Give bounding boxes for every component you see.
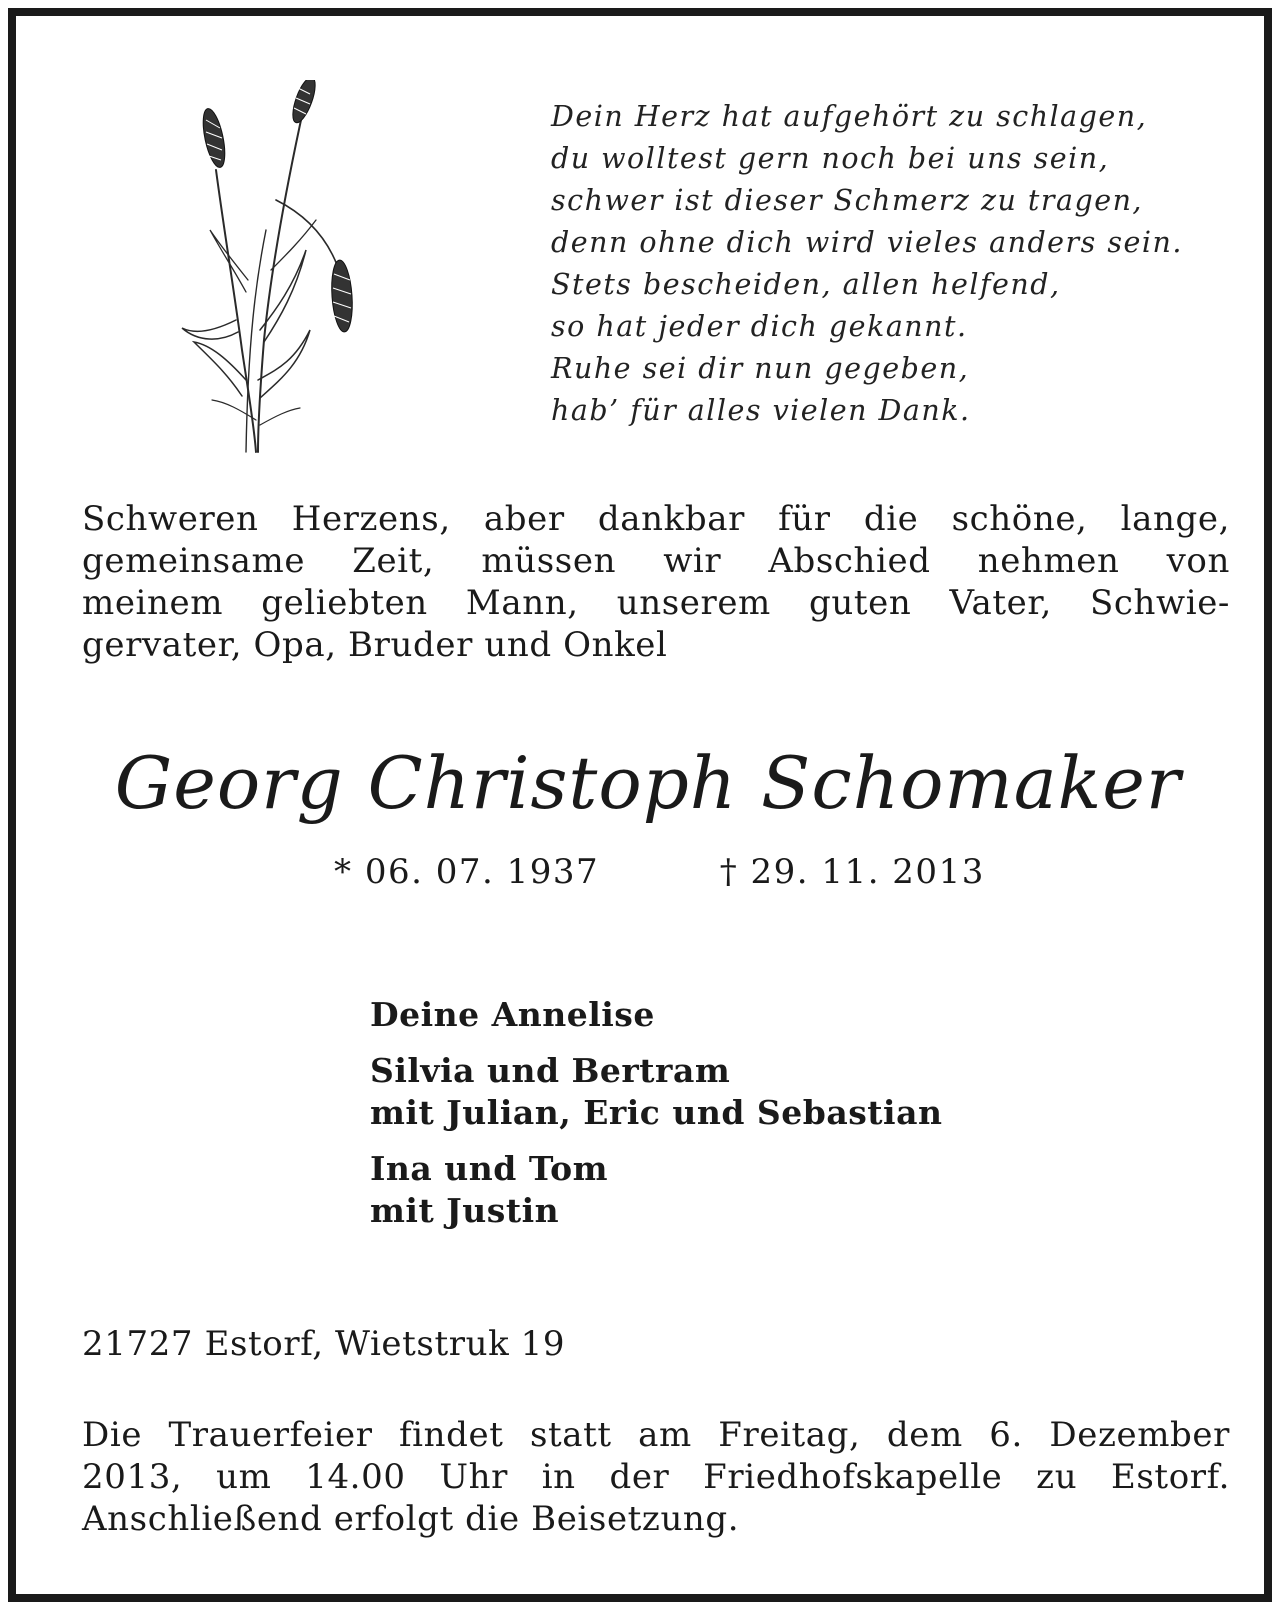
intro-line: gemeinsame Zeit, müssen wir Abschied nehmen von: [82, 541, 1230, 581]
poem-line: du wolltest gern noch bei uns sein,: [551, 142, 1110, 175]
address: 21727 Estorf, Wietstruk 19: [82, 1324, 566, 1364]
death-symbol: †: [719, 852, 739, 892]
birth-date: 06. 07. 1937: [364, 852, 600, 892]
poem-line: schwer ist dieser Schmerz zu tragen,: [551, 184, 1143, 217]
family-line: mit Julian, Eric und Sebastian: [370, 1093, 943, 1132]
family-line: mit Justin: [370, 1191, 560, 1230]
poem-line: Dein Herz hat aufgehört zu schlagen,: [551, 100, 1148, 133]
family-line: Ina und Tom: [370, 1149, 609, 1188]
family-group: [370, 1050, 942, 1134]
obituary-frame: [8, 8, 1272, 1602]
poem: [551, 96, 1251, 432]
funeral-line: Anschließend erfolgt die Beisetzung.: [82, 1499, 740, 1539]
intro-line: gervater, Opa, Bruder und Onkel: [82, 625, 668, 665]
poem-line: Ruhe sei dir nun gegeben,: [551, 352, 970, 385]
funeral-notice: [82, 1414, 1230, 1540]
poem-line: Stets bescheiden, allen helfend,: [551, 268, 1061, 301]
intro-line: Schweren Herzens, aber dankbar für die schöne, lange,: [82, 499, 1230, 539]
intro-line: meinem geliebten Mann, unserem guten Vater, Schwie-: [82, 583, 1230, 623]
family-signatures: [370, 994, 942, 1246]
family-group: [370, 994, 942, 1036]
funeral-line: Die Trauerfeier findet statt am Freitag, dem 6. Dezember: [82, 1415, 1230, 1455]
family-group: [370, 1148, 942, 1232]
family-line: Silvia und Bertram: [370, 1051, 731, 1090]
poem-line: so hat jeder dich gekannt.: [551, 310, 968, 343]
deceased-name: Georg Christoph Schomaker: [114, 741, 1182, 825]
family-line: Deine Annelise: [370, 995, 655, 1034]
poem-line: denn ohne dich wird vieles anders sein.: [551, 226, 1183, 259]
poem-line: hab’ für alles vielen Dank.: [551, 394, 971, 427]
birth-symbol: *: [334, 852, 353, 892]
wheat-ears-icon: [176, 80, 376, 460]
intro-paragraph: [82, 498, 1230, 666]
life-dates: [334, 850, 985, 894]
funeral-line: 2013, um 14.00 Uhr in der Friedhofskapelle zu Estorf.: [82, 1457, 1230, 1497]
death-date: 29. 11. 2013: [750, 852, 985, 892]
